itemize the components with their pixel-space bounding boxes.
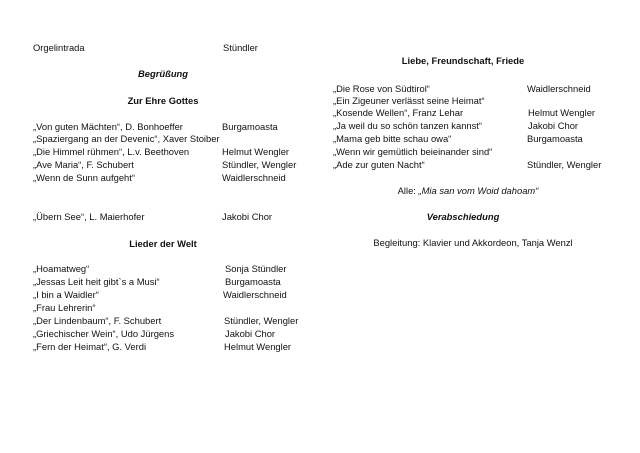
section-heading-lieder-der-welt: Lieder der Welt [129,238,197,249]
program-item-performer: Burgamoasta [222,121,278,132]
farewell-heading: Verabschiedung [426,211,500,222]
program-item-performer: Jakobi Chor [528,120,579,131]
program-item-performer: Waidlerschneid [223,289,287,300]
opening-performer: Stündler [223,42,258,53]
program-item-title: „Kosende Wellen“, Franz Lehar [333,107,464,118]
program-item-title: „Wenn wir gemütlich beieinander sind“ [333,146,493,157]
all-sing-song: „Mia san vom Woid dahoam“ [418,185,539,196]
program-item-performer: Burgamoasta [225,276,281,287]
all-sing-line [333,185,603,196]
greeting-heading: Begrüßung [138,68,188,79]
program-item-title: „Von guten Mächten“, D. Bonhoeffer [33,121,183,132]
accompaniment-line: Begleitung: Klavier und Akkordeon, Tanja Wenzl [373,237,573,248]
program-item-title: „Ein Zigeuner verlässt seine Heimat“ [333,95,485,106]
program-item-title: „Die Himmel rühmen“, L.v. Beethoven [33,146,190,157]
program-item-title: „Ade zur guten Nacht“ [333,159,425,170]
program-item-title: „I bin a Waidler“ [33,289,99,300]
program-item-title: „Mama geb bitte schau owa“ [333,133,452,144]
program-item-title: „Griechischer Wein“, Udo Jürgens [33,328,175,339]
program-item-performer: Burgamoasta [527,133,583,144]
program-item-title: „Spaziergang an der Devenic“, Xaver Stoiber [33,133,220,144]
opening-title: Orgelintrada [33,42,85,53]
program-item-title: „Übern See“, L. Maierhofer [33,211,145,222]
program-item-title: „Frau Lehrerin“ [33,302,96,313]
program-item-performer: Stündler, Wengler [222,159,297,170]
program-item-title: „Ja weil du so schön tanzen kannst“ [333,120,483,131]
program-item-title: „Der Lindenbaum“, F. Schubert [33,315,162,326]
program-item-performer: Jakobi Chor [225,328,276,339]
program-item-title: „Die Rose von Südtirol“ [333,83,430,94]
program-item-title: „Wenn de Sunn aufgeht“ [33,172,135,183]
program-item-title: „Jessas Leit heit gibt`s a Musi“ [33,276,160,287]
section-heading-liebe-freundschaft-friede: Liebe, Freundschaft, Friede [401,55,525,66]
program-item-performer: Jakobi Chor [222,211,273,222]
program-item-performer: Helmut Wengler [224,341,292,352]
program-item-title: „Fern der Heimat“, G. Verdi [33,341,147,352]
program-item-performer: Sonja Stündler [225,263,287,274]
program-item-performer: Helmut Wengler [528,107,596,118]
program-item-performer: Waidlerschneid [527,83,591,94]
program-item-performer: Stündler, Wengler [224,315,299,326]
program-item-performer: Waidlerschneid [222,172,286,183]
program-item-title: „Ave Maria“, F. Schubert [33,159,134,170]
program-item-title: „Hoamatweg“ [33,263,90,274]
section-heading-zur-ehre-gottes: Zur Ehre Gottes [127,95,199,106]
program-item-performer: Stündler, Wengler [527,159,602,170]
all-sing-prefix: Alle: [397,185,419,196]
program-item-performer: Helmut Wengler [222,146,290,157]
